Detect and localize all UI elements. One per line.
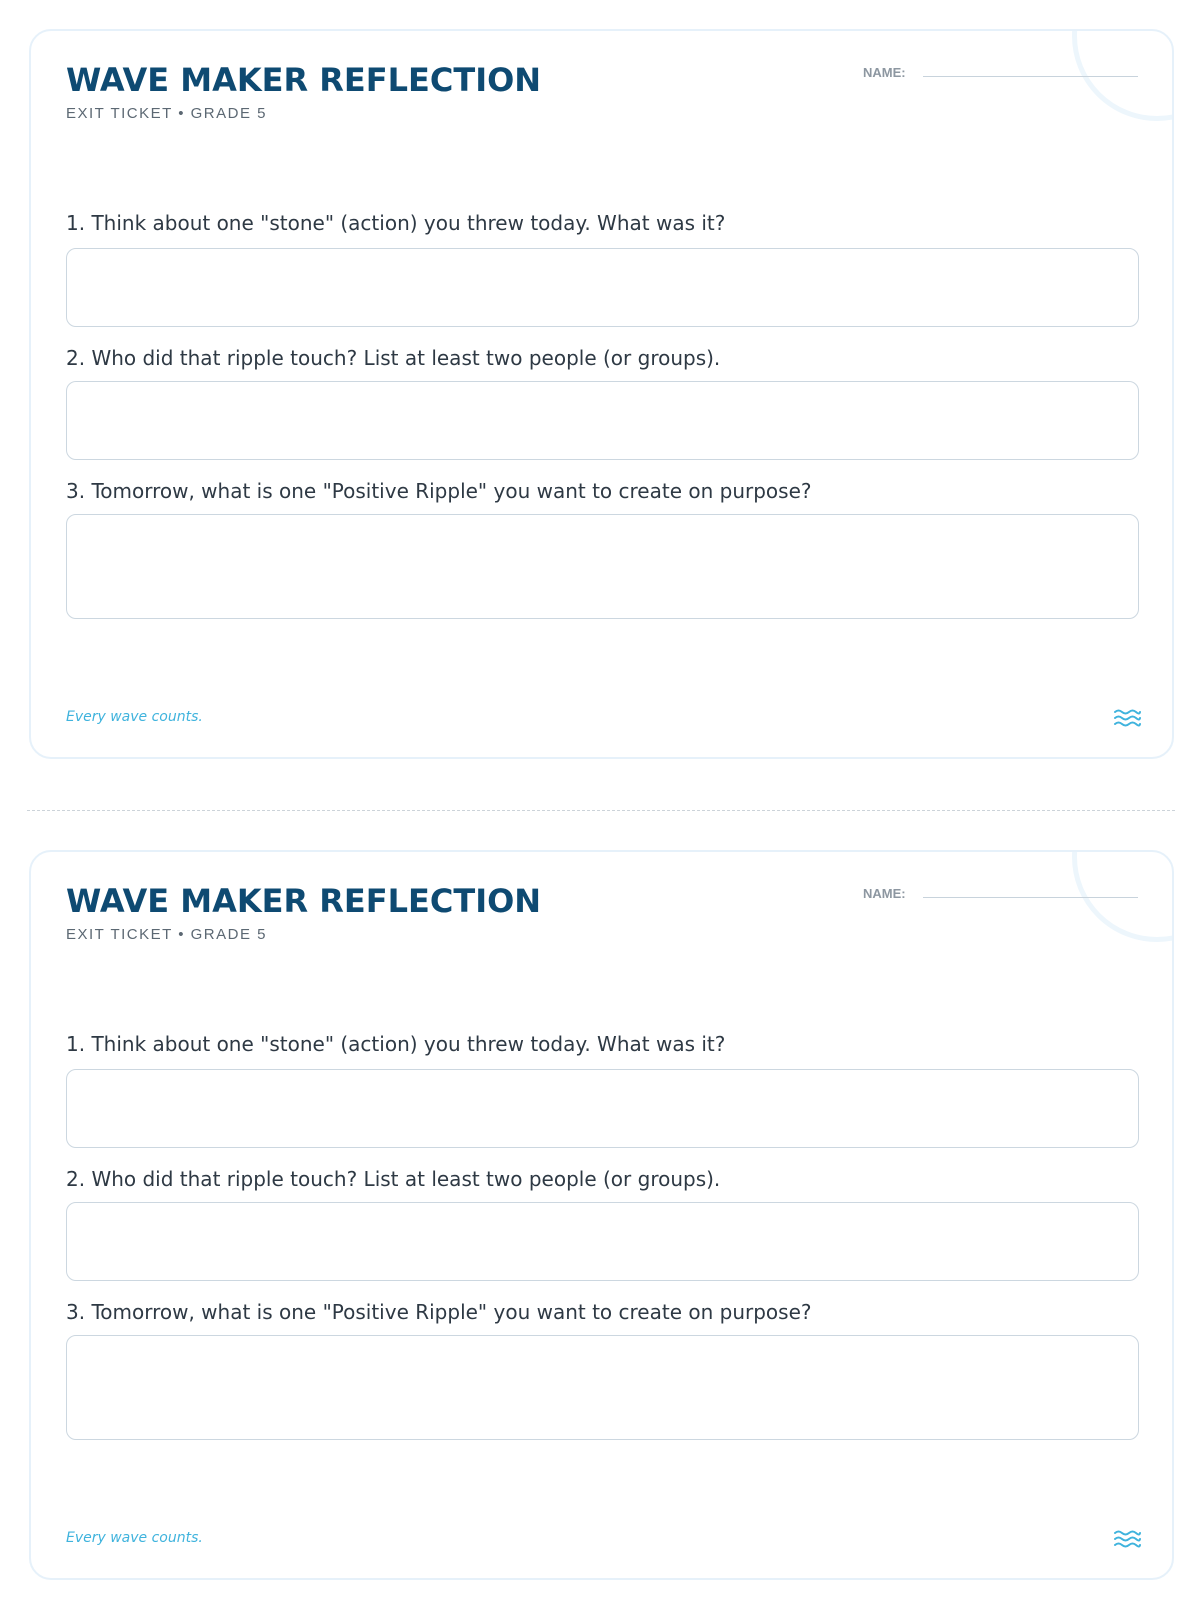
answer-2-box[interactable] <box>66 1202 1139 1281</box>
ticket-subtitle: EXIT TICKET • GRADE 5 <box>66 105 267 122</box>
answer-3-box[interactable] <box>66 514 1139 619</box>
answer-1-box[interactable] <box>66 248 1139 327</box>
question-3-label: 3. Tomorrow, what is one "Positive Ripple" you want to create on purpose? <box>66 1300 812 1324</box>
name-label: NAME: <box>863 886 906 901</box>
exit-ticket-1 <box>29 29 1174 759</box>
answer-2-box[interactable] <box>66 381 1139 460</box>
footer-motto: Every wave counts. <box>66 709 203 725</box>
question-3-label: 3. Tomorrow, what is one "Positive Ripple" you want to create on purpose? <box>66 479 812 503</box>
question-2-label: 2. Who did that ripple touch? List at least two people (or groups). <box>66 346 721 370</box>
name-label: NAME: <box>863 65 906 80</box>
waves-icon <box>1113 707 1141 729</box>
ticket-title: WAVE MAKER REFLECTION <box>66 882 542 920</box>
footer-motto: Every wave counts. <box>66 1530 203 1546</box>
ticket-subtitle: EXIT TICKET • GRADE 5 <box>66 926 267 943</box>
name-input-line[interactable] <box>923 76 1138 77</box>
answer-1-box[interactable] <box>66 1069 1139 1148</box>
question-2-label: 2. Who did that ripple touch? List at least two people (or groups). <box>66 1167 721 1191</box>
exit-ticket-2 <box>29 850 1174 1580</box>
name-field[interactable] <box>863 65 1138 89</box>
answer-3-box[interactable] <box>66 1335 1139 1440</box>
question-1-label: 1. Think about one "stone" (action) you threw today. What was it? <box>66 211 726 235</box>
name-field[interactable] <box>863 886 1138 910</box>
waves-icon <box>1113 1528 1141 1550</box>
name-input-line[interactable] <box>923 897 1138 898</box>
question-1-label: 1. Think about one "stone" (action) you threw today. What was it? <box>66 1032 726 1056</box>
ticket-title: WAVE MAKER REFLECTION <box>66 61 542 99</box>
cut-line-divider <box>27 810 1175 811</box>
